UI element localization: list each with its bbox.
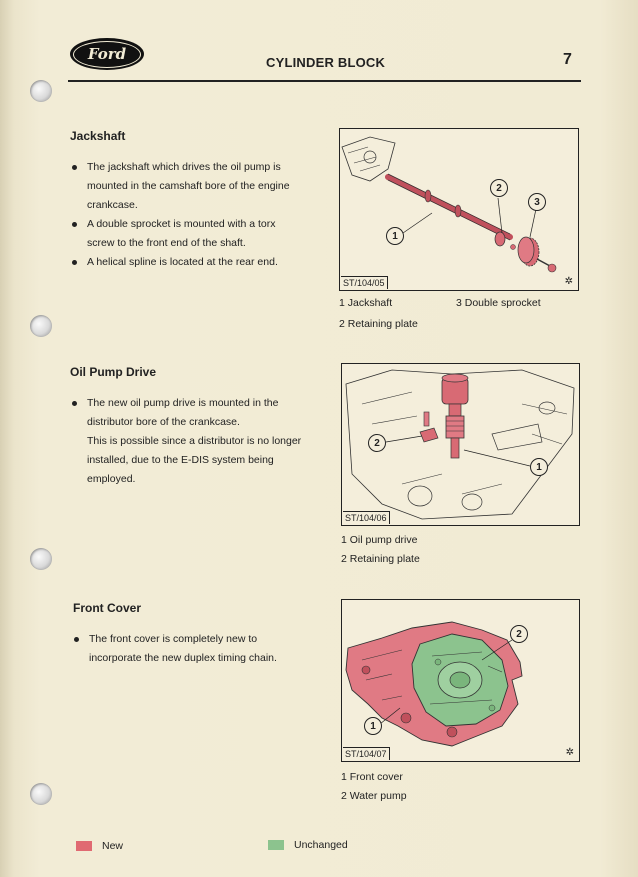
figure-id: ST/104/06 [343, 511, 390, 524]
figure-id: ST/104/07 [343, 747, 390, 760]
binder-hole [30, 80, 52, 102]
oil-pump-bullets [70, 394, 320, 489]
logo-text: Ford [87, 45, 127, 63]
section-title-jackshaft: Jackshaft [70, 129, 126, 143]
caption-item: 2 Water pump [341, 790, 407, 802]
caption-item: 2 Retaining plate [339, 318, 418, 330]
jackshaft-bullets [70, 158, 310, 272]
figure-id: ST/104/05 [341, 276, 388, 289]
binder-hole [30, 783, 52, 805]
callout-1: 1 [386, 227, 404, 245]
caption-item: 3 Double sprocket [456, 297, 541, 309]
page-number: 7 [563, 51, 572, 68]
caption-item: 2 Retaining plate [341, 553, 420, 565]
legend-label-new: New [102, 840, 124, 852]
legend-swatch-new [76, 841, 92, 851]
callout-2: 2 [490, 179, 508, 197]
legend-label-unchanged: Unchanged [294, 839, 348, 851]
section-title-oil-pump: Oil Pump Drive [70, 365, 157, 379]
jackshaft-illustration [340, 129, 578, 290]
callout-2: 2 [510, 625, 528, 643]
binder-hole [30, 548, 52, 570]
page-title: CYLINDER BLOCK [266, 55, 386, 70]
bullet-item: A double sprocket is mounted with a torx screw to the front end of the shaft. [70, 215, 310, 253]
binder-hole [30, 315, 52, 337]
caption-item: 1 Front cover [341, 771, 403, 783]
stamp-mark: ✲ [564, 276, 573, 287]
stamp-mark: ✲ [565, 747, 574, 758]
caption-item: 1 Oil pump drive [341, 534, 418, 546]
header-rule [68, 80, 581, 82]
callout-2: 2 [368, 434, 386, 452]
figure-jackshaft [339, 128, 579, 291]
callout-1: 1 [530, 458, 548, 476]
figure-oil-pump [341, 363, 580, 526]
section-title-front-cover: Front Cover [73, 601, 142, 615]
caption-item: 1 Jackshaft [339, 297, 393, 309]
bullet-item: The new oil pump drive is mounted in the distributor bore of the crankcase. This is possible since a distributor is no longer installed, due to the E-DIS system being employed. [70, 394, 320, 489]
ford-logo [70, 38, 144, 70]
callout-1: 1 [364, 717, 382, 735]
legend-swatch-unchanged [268, 840, 284, 850]
front-cover-illustration [342, 600, 579, 761]
front-cover-bullets [72, 630, 322, 668]
bullet-item: The front cover is completely new to incorporate the new duplex timing chain. [72, 630, 322, 668]
figure-front-cover [341, 599, 580, 762]
callout-3: 3 [528, 193, 546, 211]
bullet-item: A helical spline is located at the rear end. [70, 253, 310, 272]
bullet-item: The jackshaft which drives the oil pump is mounted in the camshaft bore of the engine crankcase. [70, 158, 310, 215]
